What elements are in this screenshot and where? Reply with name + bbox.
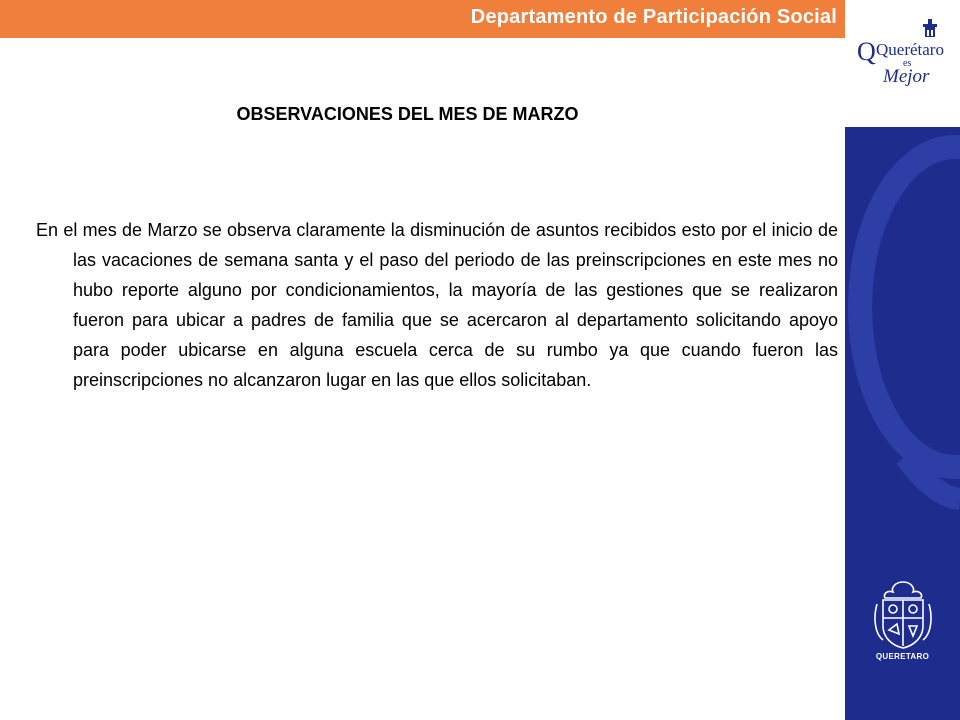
side-panel: [845, 0, 960, 720]
queretaro-logo: [845, 0, 960, 127]
building-icon: [923, 19, 937, 37]
header-bar: [0, 0, 845, 38]
page-title: OBSERVACIONES DEL MES DE MARZO: [236, 104, 579, 124]
observations-paragraph: En el mes de Marzo se observa claramente la disminución de asuntos recibidos esto por el inicio de las vacaciones de semana santa y el paso del periodo de las preinscripciones en este mes no hubo reporte alguno por condicionamientos, la mayoría de las gestiones que se realizaron fueron para ubicar a padres de familia que se acercaron al departamento solicitando apoyo para poder ubicarse en alguna escuela cerca de su rumbo ya que cuando fueron las preinscripciones no alcanzaron lugar en las que ellos solicitaban.: [36, 220, 838, 390]
logo-word-main: Querétaro: [876, 40, 944, 59]
state-crest-icon: [873, 578, 933, 652]
logo-word-script: Mejor: [883, 66, 930, 87]
crest-label: QUERETARO: [875, 652, 930, 661]
large-q-watermark-icon: [845, 127, 960, 527]
queretaro-logo-graphic: [845, 0, 960, 127]
logo-word-small: es: [903, 58, 912, 69]
department-title: Departamento de Participación Social: [470, 6, 837, 28]
logo-q: Q: [857, 37, 876, 66]
